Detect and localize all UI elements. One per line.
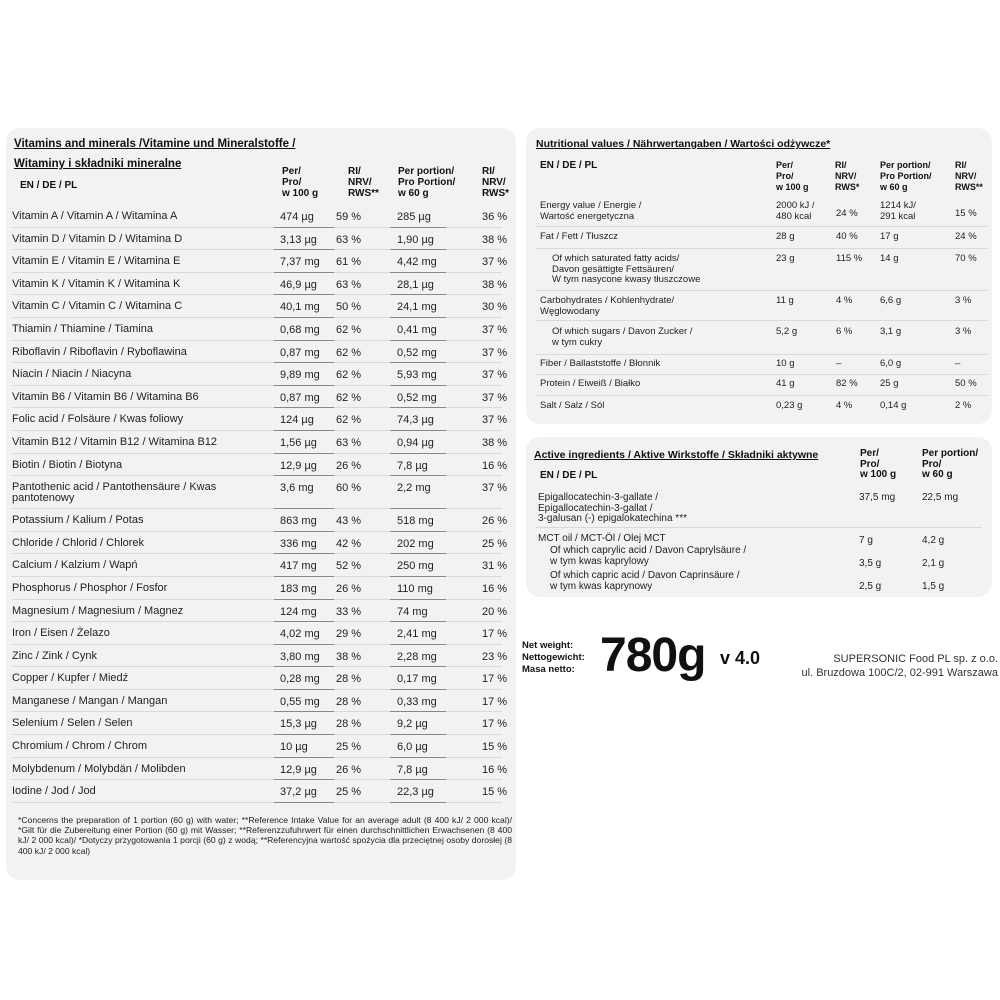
nutrition-per100: 5,2 g [776,326,798,337]
active-capric-per100: 2,5 g [859,581,882,592]
nutrition-name: Energy value / Energie / Wartość energetyczna [540,200,642,222]
nutrition-ri2: 70 % [955,253,977,264]
vitamin-name: Copper / Kupfer / Miedź [12,672,129,685]
vitamin-portion: 250 mg [397,560,434,573]
nutrition-ri2: – [955,358,961,369]
vitamin-ri2: 37 % [482,369,508,382]
vitamins-column-headers [6,166,516,206]
active-row-egcg: Epigallocatechin-3-gallate / Epigallocatechin-3-gallat / 3-galusan (-) epigalokatechina *** [538,492,687,524]
vitamin-name: Potassium / Kalium / Potas [12,514,144,527]
nutrition-per100: 10 g [776,358,795,369]
vitamin-portion: 0,52 mg [397,391,437,404]
vitamin-ri2: 17 % [482,628,508,641]
vitamins-title-line2: Witaminy i składniki mineralne [14,158,182,170]
vitamin-per100: 474 µg [280,211,314,223]
vitamins-table-row [12,341,508,364]
nutrition-portion: 6,6 g [880,295,902,306]
vitamin-name: Molybdenum / Molybdän / Molibden [12,762,186,775]
nutrition-name: Fiber / Ballaststoffe / Błonnik [540,358,661,369]
vitamin-name: Manganese / Mangan / Mangan [12,694,168,707]
vitamin-name: Biotin / Biotin / Biotyna [12,458,123,471]
vitamin-ri: 28 % [336,718,362,731]
vitamins-table-row [12,758,508,781]
vitamin-portion: 110 mg [397,582,433,595]
vitamin-per100: 124 mg [280,605,317,618]
nutrition-ri: 24 % [836,208,858,219]
vitamin-ri: 38 % [336,650,362,663]
vitamins-table-row [12,577,508,600]
active-caprylic-portion: 2,1 g [922,558,945,569]
vitamin-ri2: 16 % [482,763,508,776]
vitamins-table-row [12,735,508,758]
nutrition-ri: 4 % [836,400,853,411]
vitamin-portion: 24,1 mg [397,301,437,314]
row-divider [536,395,988,396]
vitamin-name: Niacin / Niacin / Niacyna [12,368,132,381]
nutrition-name: Of which saturated fatty acids/ Davon gesättigte Fettsäuren/ W tym nasycone kwasy tłuszczowe [552,253,701,285]
active-mct-per100: 7 g [859,535,873,546]
vitamin-per100: 0,87 mg [280,391,320,404]
vitamin-per100: 7,37 mg [280,256,320,269]
nutrition-ri2: 50 % [955,378,977,389]
vitamin-portion: 0,33 mg [397,695,437,708]
nutrition-per100: 11 g [776,295,794,306]
vitamin-portion: 0,94 µg [397,436,434,449]
vitamin-per100: 417 mg [280,560,317,573]
vitamins-table [12,205,508,803]
vitamin-name: Vitamin E / Vitamin E / Witamina E [12,255,181,268]
vitamin-name: Magnesium / Magnesium / Magnez [12,604,184,617]
row-divider [390,802,446,803]
nutrition-col-ri2: RI/ NRV/ RWS** [955,160,983,192]
vitamin-name: Vitamin A / Vitamin A / Witamina A [12,210,178,222]
vitamins-footnote: *Concerns the preparation of 1 portion (60 g) with water; **Reference Intake Value for an average adult (8 400 kJ/ 2 000 kcal)/ *Gilt für die Zubereitung einer Portion (60 g) mit Wasser; **Referenzzufuhrwert für einen durchschnittlichen Erwachsenen (8 400 kJ/ 2 000 kcal)/ *Dotyczy przygotowania 1 porcji (60 g) z wodą; **Referencyjna wartość spożycia dla przeciętnej osoby dorosłej (8 400 kJ/ 2 000 kcal) [18,815,512,856]
vitamins-table-row [12,532,508,555]
active-mct-portion: 4,2 g [922,535,945,546]
vitamins-table-row [12,318,508,341]
nutrition-ri: 4 % [836,295,853,306]
active-col-portion: Per portion/ Pro/ w 60 g [922,448,979,480]
active-row-caprylic: Of which caprylic acid / Davon Caprylsäure / w tym kwas kaprylowy [550,545,747,567]
row-divider [536,226,988,227]
vitamin-name: Pantothenic acid / Pantothensäure / Kwas pantotenowy [12,481,217,505]
vitamin-ri: 63 % [336,233,362,246]
company-address: SUPERSONIC Food PL sp. z o.o. ul. Bruzdowa 100C/2, 02-991 Warszawa [801,653,998,679]
vitamin-ri: 26 % [336,459,362,472]
active-row-mct: MCT oil / MCT-Öl / Olej MCT [538,533,666,544]
vitamins-table-row [12,273,508,296]
nutrition-name: Carbohydrates / Kohlenhydrate/ Węglowodany [540,295,675,317]
vitamin-portion: 22,3 µg [397,786,434,799]
vitamins-table-row [12,363,508,386]
vitamin-per100: 3,6 mg [280,482,314,495]
active-col-per100: Per/ Pro/ w 100 g [860,448,897,480]
vitamin-portion: 9,2 µg [397,718,428,731]
vitamin-name: Chloride / Chlorid / Chlorek [12,536,145,549]
vitamin-per100: 4,02 mg [280,628,320,641]
vitamin-ri: 62 % [336,414,362,427]
vitamin-ri2: 36 % [482,211,508,223]
vitamin-portion: 2,2 mg [397,482,431,495]
vitamin-ri2: 17 % [482,695,508,708]
vitamins-table-row [12,250,508,273]
active-ingredients-panel [526,437,992,597]
active-row-capric: Of which capric acid / Davon Caprinsäure / w tym kwas kaprynowy [550,570,740,592]
nutrition-ri: 115 % [836,253,863,264]
active-egcg-portion: 22,5 mg [922,492,959,503]
vitamin-ri2: 38 % [482,436,508,449]
vitamin-portion: 74,3 µg [397,414,434,427]
vitamins-table-row [12,408,508,431]
vitamin-per100: 37,2 µg [280,786,317,799]
vitamin-portion: 6,0 µg [397,741,428,754]
vitamin-per100: 46,9 µg [280,278,317,291]
vitamin-ri2: 23 % [482,650,508,663]
vitamin-ri2: 25 % [482,537,508,550]
vitamin-ri2: 17 % [482,718,508,731]
vitamin-per100: 3,80 mg [280,650,320,663]
row-divider [536,354,988,355]
row-divider [536,320,988,321]
vitamins-table-row [12,295,508,318]
vitamin-name: Zinc / Zink / Cynk [12,649,97,662]
vitamin-ri: 33 % [336,605,362,618]
vitamin-portion: 0,41 mg [397,323,437,336]
vitamin-ri2: 38 % [482,278,508,291]
nutrition-col-name: EN / DE / PL [540,160,598,171]
vitamin-per100: 0,68 mg [280,323,320,336]
vitamin-ri: 62 % [336,391,362,404]
nutrition-portion: 0,14 g [880,400,907,411]
vitamin-portion: 1,90 µg [397,233,434,246]
vitamins-table-row [12,645,508,668]
nutrition-name: Of which sugars / Davon Zucker / w tym cukry [552,326,693,348]
vitamin-portion: 7,8 µg [397,763,428,776]
vitamin-name: Vitamin B6 / Vitamin B6 / Witamina B6 [12,390,199,403]
vitamin-portion: 7,8 µg [397,459,428,472]
vitamin-ri2: 20 % [482,605,508,618]
vitamin-portion: 28,1 µg [397,278,434,291]
vitamin-name: Riboflavin / Riboflavin / Ryboflawina [12,345,187,358]
vitamin-name: Iodine / Jod / Jod [12,785,96,798]
vitamins-col-ri2: RI/ NRV/ RWS* [482,166,510,199]
nutrition-ri: – [836,358,842,369]
vitamin-name: Vitamin D / Vitamin D / Witamina D [12,232,183,245]
vitamin-per100: 9,89 mg [280,369,320,382]
vitamin-per100: 12,9 µg [280,459,317,472]
nutrition-ri2: 24 % [955,231,977,242]
vitamin-portion: 4,42 mg [397,256,437,269]
vitamin-ri2: 38 % [482,233,508,246]
vitamin-name: Vitamin K / Vitamin K / Witamina K [12,277,181,290]
vitamin-ri2: 17 % [482,673,508,686]
vitamin-ri: 61 % [336,256,362,269]
nutrition-name: Protein / Eiweiß / Białko [540,378,641,389]
vitamin-portion: 285 µg [397,211,431,223]
nutrition-portion: 6,0 g [880,358,902,369]
vitamins-col-ri: RI/ NRV/ RWS** [348,166,379,199]
net-weight-labels: Net weight: Nettogewicht: Masa netto: [522,640,585,675]
nutrition-portion: 14 g [880,253,899,264]
vitamin-per100: 183 mg [280,582,317,595]
vitamins-title-line1: Vitamins and minerals /Vitamine und Mineralstoffe / [14,138,296,150]
vitamin-ri2: 37 % [482,391,508,404]
row-divider [536,290,988,291]
vitamin-name: Vitamin B12 / Vitamin B12 / Witamina B12 [12,435,218,448]
vitamins-table-row [12,554,508,577]
vitamin-ri2: 16 % [482,582,508,595]
row-divider [536,248,988,249]
vitamin-ri: 28 % [336,695,362,708]
active-col-name: EN / DE / PL [540,470,598,481]
vitamins-table-row [12,386,508,409]
vitamin-ri: 25 % [336,741,362,754]
vitamin-ri2: 37 % [482,414,508,427]
vitamins-table-row [12,454,508,477]
vitamin-ri: 28 % [336,673,362,686]
nutrition-portion: 17 g [880,231,899,242]
nutrition-ri2: 3 % [955,295,972,306]
nutrition-ri2: 3 % [955,326,972,337]
vitamin-name: Phosphorus / Phosphor / Fosfor [12,581,168,594]
nutrition-name: Fat / Fett / Tłuszcz [540,231,618,242]
vitamin-ri2: 31 % [482,560,508,573]
vitamin-portion: 202 mg [397,537,434,550]
vitamin-name: Thiamin / Thiamine / Tiamina [12,322,154,335]
vitamins-col-name: EN / DE / PL [20,180,78,191]
vitamin-per100: 336 mg [280,537,317,550]
nutrition-per100: 0,23 g [776,400,803,411]
version-label: v 4.0 [720,648,761,668]
vitamin-name: Chromium / Chrom / Chrom [12,740,148,753]
nutrition-col-per100: Per/ Pro/ w 100 g [776,160,809,192]
row-divider [274,802,334,803]
nutrition-name: Salt / Salz / Sól [540,400,605,411]
vitamin-name: Vitamin C / Vitamin C / Witamina C [12,300,183,313]
vitamin-ri2: 15 % [482,786,508,799]
vitamin-per100: 12,9 µg [280,763,317,776]
vitamins-table-row [12,205,508,228]
active-egcg-per100: 37,5 mg [859,492,896,503]
nutrition-ri2: 2 % [955,400,972,411]
nutrition-col-portion: Per portion/ Pro Portion/ w 60 g [880,160,932,192]
vitamin-per100: 1,56 µg [280,436,317,449]
vitamin-ri: 60 % [336,482,362,495]
active-capric-portion: 1,5 g [922,581,945,592]
nutrition-per100: 2000 kJ / 480 kcal [776,200,815,222]
vitamins-col-portion: Per portion/ Pro Portion/ w 60 g [398,166,456,199]
vitamin-ri: 25 % [336,786,362,799]
net-weight-value: 780g [600,629,706,682]
vitamins-table-row [12,600,508,623]
vitamins-table-row [12,780,508,803]
nutrition-per100: 41 g [776,378,795,389]
nutrition-ri2: 15 % [955,208,977,219]
vitamin-portion: 518 mg [397,515,434,528]
vitamin-ri: 62 % [336,369,362,382]
vitamin-portion: 2,41 mg [397,628,437,641]
nutrition-ri: 6 % [836,326,853,337]
vitamins-table-row [12,476,508,509]
vitamins-table-row [12,228,508,251]
vitamins-table-row [12,509,508,532]
vitamin-ri2: 37 % [482,323,508,336]
vitamin-per100: 0,28 mg [280,673,320,686]
vitamin-ri: 42 % [336,537,362,550]
vitamin-portion: 5,93 mg [397,369,437,382]
vitamin-per100: 15,3 µg [280,718,317,731]
vitamin-ri2: 26 % [482,515,508,528]
vitamins-col-per100: Per/ Pro/ w 100 g [282,166,319,199]
vitamin-per100: 40,1 mg [280,301,320,314]
vitamins-table-row [12,431,508,454]
vitamin-name: Calcium / Kalzium / Wapń [12,559,138,572]
nutrition-ri: 40 % [836,231,858,242]
vitamin-ri: 63 % [336,278,362,291]
vitamins-table-row [12,690,508,713]
nutrition-portion: 3,1 g [880,326,902,337]
nutrition-portion: 25 g [880,378,899,389]
vitamin-name: Iron / Eisen / Żelazo [12,627,110,640]
vitamins-table-row [12,712,508,735]
vitamin-ri2: 16 % [482,459,508,472]
vitamin-ri: 59 % [336,211,362,223]
vitamin-name: Folic acid / Folsäure / Kwas foliowy [12,413,184,426]
vitamin-ri: 26 % [336,582,362,595]
vitamin-ri: 50 % [336,301,362,314]
vitamin-portion: 0,52 mg [397,346,437,359]
nutrition-title: Nutritional values / Nährwertangaben / Wartości odżywcze* [536,138,831,150]
active-caprylic-per100: 3,5 g [859,558,882,569]
vitamins-table-row [12,622,508,645]
row-divider [536,374,988,375]
vitamin-ri2: 37 % [482,256,508,269]
vitamin-per100: 0,87 mg [280,346,320,359]
nutrition-ri: 82 % [836,378,858,389]
vitamin-ri: 26 % [336,763,362,776]
vitamin-ri: 52 % [336,560,362,573]
vitamin-portion: 2,28 mg [397,650,437,663]
vitamin-ri: 62 % [336,346,362,359]
vitamin-ri: 63 % [336,436,362,449]
active-title: Active ingredients / Aktive Wirkstoffe / Składniki aktywne [534,449,819,461]
vitamin-ri2: 37 % [482,346,508,359]
vitamin-ri: 62 % [336,323,362,336]
vitamin-per100: 863 mg [280,515,317,528]
vitamin-per100: 0,55 mg [280,695,320,708]
vitamin-per100: 124 µg [280,414,314,427]
vitamins-table-row [12,667,508,690]
nutrition-col-ri: RI/ NRV/ RWS* [835,160,860,192]
vitamin-portion: 74 mg [397,605,428,618]
vitamin-ri: 29 % [336,628,362,641]
nutrition-panel [526,128,992,424]
vitamin-ri2: 30 % [482,301,508,314]
nutrition-per100: 28 g [776,231,795,242]
vitamin-per100: 10 µg [280,741,308,754]
nutrition-portion: 1214 kJ/ 291 kcal [880,200,916,222]
nutrition-per100: 23 g [776,253,795,264]
vitamin-portion: 0,17 mg [397,673,437,686]
vitamin-ri2: 15 % [482,741,508,754]
vitamin-ri2: 37 % [482,482,508,495]
vitamin-name: Selenium / Selen / Selen [12,717,133,730]
vitamin-per100: 3,13 µg [280,233,317,246]
vitamin-ri: 43 % [336,515,362,528]
active-separator [536,527,982,528]
